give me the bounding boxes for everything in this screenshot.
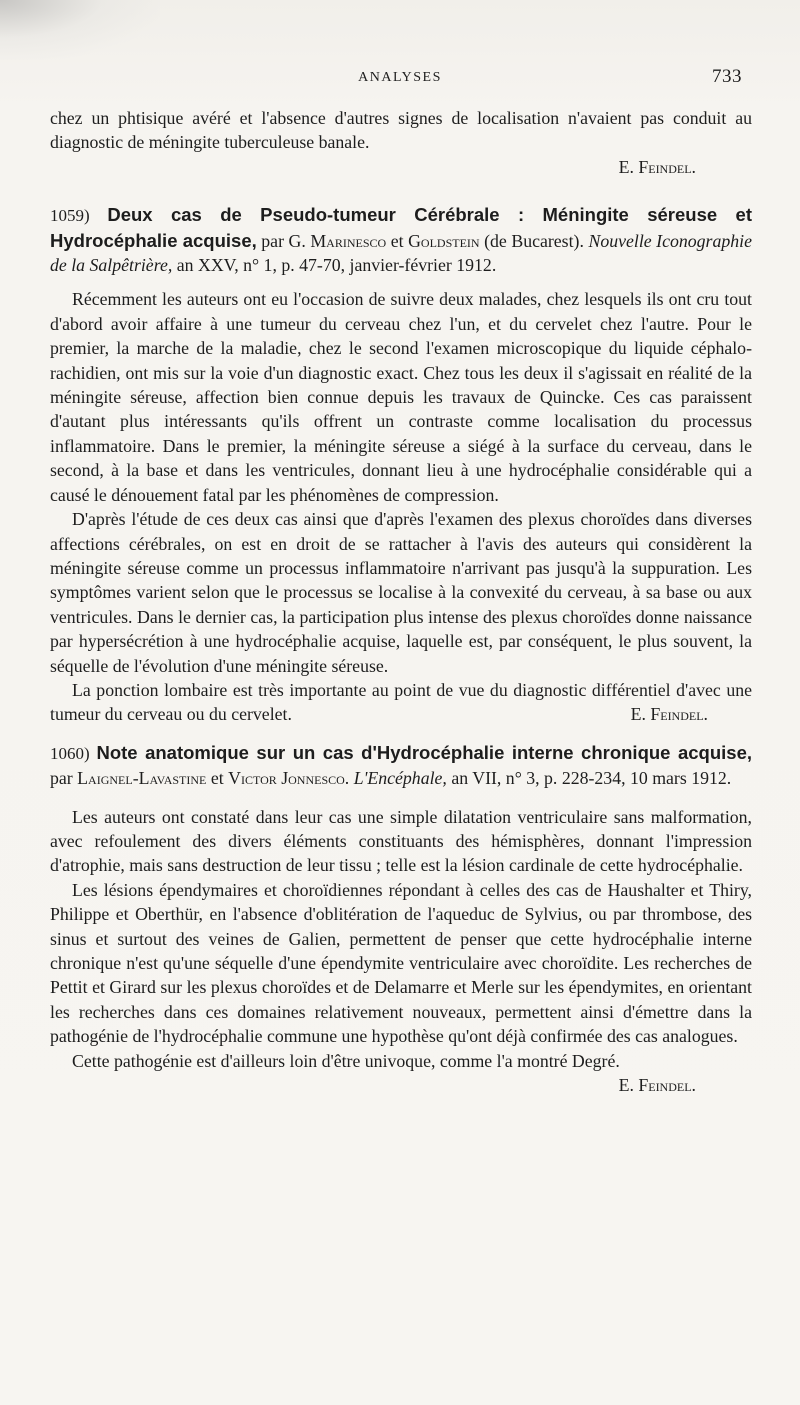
scan-shadow xyxy=(0,0,160,60)
entry-1060-paragraph-1: Les auteurs ont constaté dans leur cas une simple dilatation ventriculaire sans malformation, avec refoulement des divers éléments constituants des hémisphères, donnant l'impression d'atrophie, mais sans destruction de leur tissu ; telle est la lésion cardinale de cette hydrocéphalie. xyxy=(50,806,752,876)
entry-1060-number: 1060) xyxy=(50,743,90,763)
entry-1059-citation: an XXV, n° 1, p. 47-70, janvier-février 1912. xyxy=(176,255,497,276)
entry-1059-number: 1059) xyxy=(50,206,90,226)
intro-paragraph: chez un phtisique avéré et l'absence d'autres signes de localisation n'avaient pas conduit au diagnostic de méningite tuberculeuse banale. xyxy=(50,108,752,153)
entry-1060-journal: L'Encéphale, xyxy=(353,768,447,789)
entry-1059-author1: G. Marinesco xyxy=(288,230,387,251)
entry-1060-paragraph-2: Les lésions épendymaires et choroïdiennes répondant à celles des cas de Haushalter et Thiry, Philippe et Oberthür, en l'absence d'oblitération de l'aqueduc de Sylvius, ou par thrombose, des sinus et surtout des veines de Galien, permettent de penser que cette hydrocéphalie interne chronique n'est qu'une séquelle d'une épendymite ventriculaire avec choroïdite. Les recherches de Pettit et Girard sur les plexus choroïdes et de Delamarre et Merle sur les épendymites, en orientant les recherches dans ces domaines relativement nouveaux, permettent ainsi d'émettre dans la pathogénie de l'hydrocéphalie commune une hypothèse qu'ont déjà confirmée des cas analogues. xyxy=(50,879,752,1047)
page-body xyxy=(50,106,752,1097)
page-number: 733 xyxy=(712,66,742,87)
entry-1059-paragraph-1: Récemment les auteurs ont eu l'occasion de suivre deux malades, chez lesquels ils ont cru tout d'abord avoir affaire à une tumeur du cerveau chez l'un, et du cervelet chez l'autre. Pour le premier, la marche de la maladie, chez le second l'examen microscopique du liquide céphalo-rachidien, ont mis sur la voie d'un diagnostic exact. Chez tous les deux il s'agissait en réalité de la méningite séreuse, affection bien connue depuis les travaux de Quincke. Ces cas paraissent d'autant plus intéressants qu'ils offrent un contraste comme localisation du processus inflammatoire. Dans le premier, la méningite séreuse a siégé à la surface du cerveau, dans le second, à la base et dans les ventricules, donnant lieu à une hydrocéphalie considérable qui a causé le dénouement fatal par les phénomènes de compression. xyxy=(50,289,752,505)
entry-1059-signature: E. Feindel. xyxy=(630,704,708,725)
entry-1060-citation: an VII, n° 3, p. 228-234, 10 mars 1912. xyxy=(451,768,732,789)
intro-signature: E. Feindel. xyxy=(618,156,696,177)
entry-1059-author2: Goldstein xyxy=(408,230,480,251)
entry-1060-signature: E. Feindel. xyxy=(618,1075,696,1096)
entry-1060-and: et xyxy=(210,768,224,789)
entry-1059-paragraph-2: D'après l'étude de ces deux cas ainsi que d'après l'examen des plexus choroïdes dans diverses affections cérébrales, on est en droit de se rattacher à l'avis des auteurs qui considèrent la méningite séreuse comme un processus inflammatoire n'arrivant pas jusqu'à la suppuration. Les symptômes varient selon que le processus se localise à la convexité du cerveau, à sa base ou aux ventricules. Dans le dernier cas, la participation plus intense des plexus choroïdes donne naissance par hypersécrétion à une hydrocéphalie acquise, laquelle est, par conséquent, le plus souvent, la séquelle de l'évolution d'une méningite séreuse. xyxy=(50,509,752,676)
entry-1059-title: Deux cas de Pseudo-tumeur Cérébrale : Méningite séreuse et Hydrocéphalie acquise, xyxy=(50,204,752,251)
entry-1060-by: par xyxy=(50,768,73,789)
entry-1059-by: par xyxy=(261,230,284,251)
entry-1059-paragraph-3 xyxy=(50,678,752,727)
entry-1060-title: Note anatomique sur un cas d'Hydrocéphalie interne chronique acquise, xyxy=(96,741,752,763)
entry-1060-author2: Victor Jonnesco. xyxy=(228,768,350,789)
entry-1060-paragraph-3: Cette pathogénie est d'ailleurs loin d'être univoque, comme l'a montré Degré. xyxy=(72,1050,620,1071)
page-header xyxy=(0,66,800,90)
entry-1059-heading xyxy=(50,203,752,277)
entry-1060-author1: Laignel-Lavastine xyxy=(77,768,207,789)
entry-1060-heading xyxy=(50,741,752,791)
entry-1059-paragraph-3-text: La ponction lombaire est très importante au point de vue du diagnostic différentiel d'avec une tumeur du cerveau ou du cervelet. xyxy=(50,679,752,725)
running-title: ANALYSES xyxy=(358,70,442,85)
entry-1059-journal: Nouvelle Iconographie de la Salpêtrière, xyxy=(50,230,752,276)
entry-1059-affiliation: (de Bucarest). xyxy=(484,230,584,251)
entry-1059-and: et xyxy=(390,230,404,251)
